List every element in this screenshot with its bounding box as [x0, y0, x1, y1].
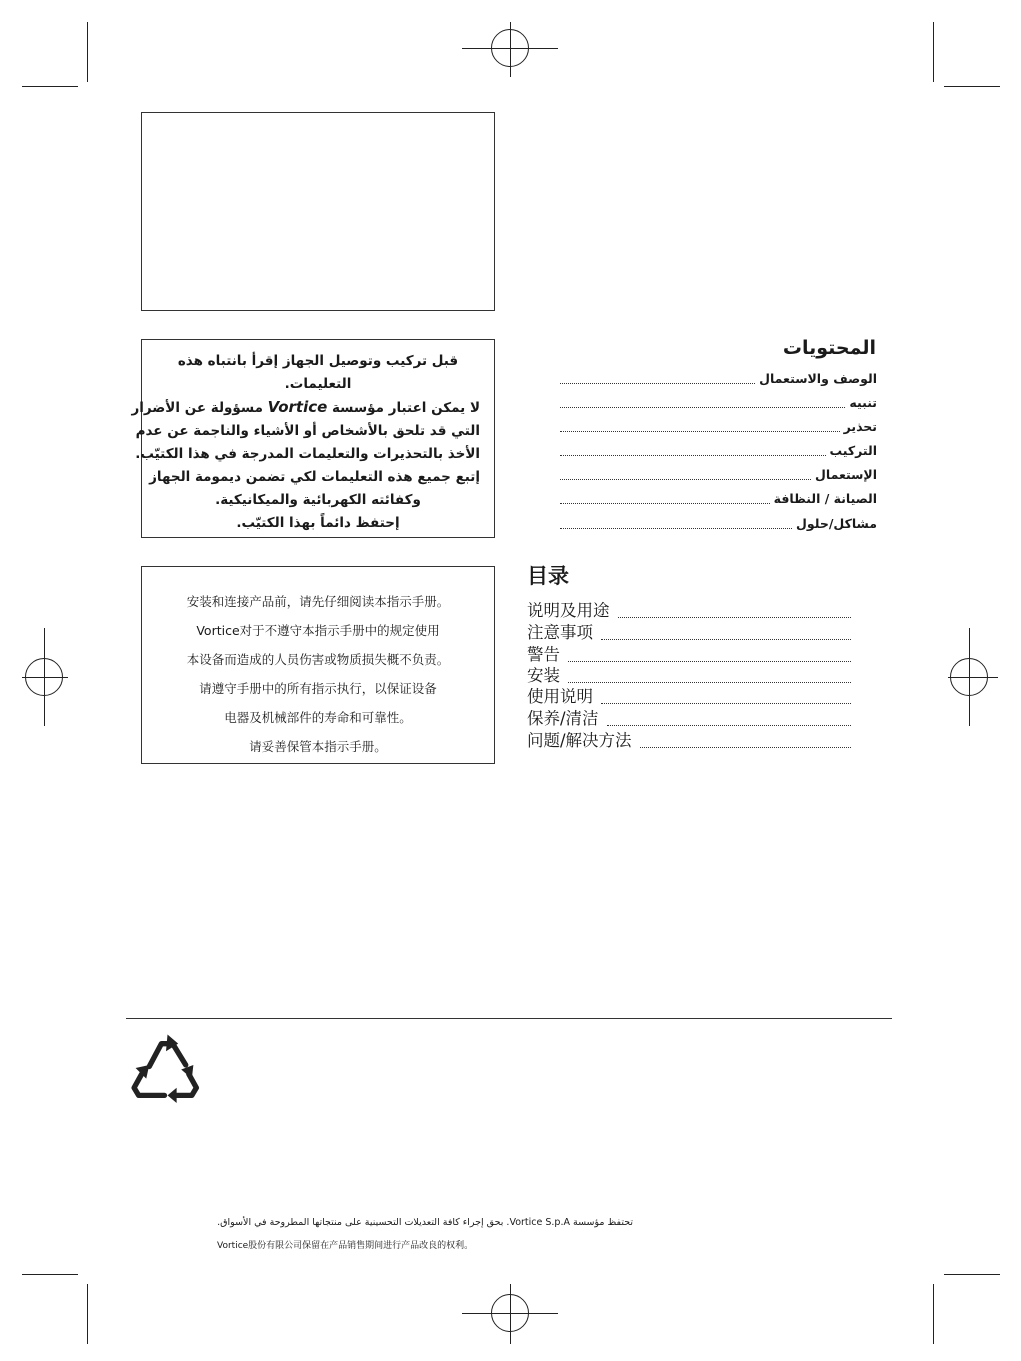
chinese-notice-box	[141, 566, 495, 764]
notice-line: 请妥善保管本指示手册。	[249, 739, 387, 754]
notice-line: التعليمات.	[284, 376, 352, 392]
toc-leader	[560, 407, 845, 408]
toc-entry	[527, 601, 851, 621]
toc-entry	[527, 666, 851, 686]
toc-leader	[560, 455, 826, 456]
toc-leader	[640, 747, 851, 748]
toc-entry	[560, 441, 877, 459]
notice-line: وكفائته الكهربائية والميكانيكية.	[215, 492, 421, 508]
notice-line-suffix: مسؤولة عن الأضرار	[131, 400, 263, 416]
toc-entry-label: 保养/清洁	[527, 709, 599, 728]
toc-title-chinese: 目录	[527, 564, 569, 588]
footer-disclaimer-chinese: Vortice股份有限公司保留在产品销售期间进行产品改良的权利。	[217, 1241, 474, 1251]
toc-entry-label: تحذير	[843, 419, 877, 434]
toc-entry	[560, 393, 877, 411]
toc-entry	[527, 709, 851, 729]
toc-entry	[560, 489, 877, 507]
crop-mark	[22, 86, 78, 87]
notice-line-prefix: لا يمكن اعتبار مؤسسة	[331, 400, 480, 416]
toc-leader	[601, 639, 851, 640]
notice-line	[131, 396, 480, 420]
toc-entry-label: الصيانة / النظافة	[773, 491, 877, 506]
separator-line	[126, 1018, 892, 1019]
notice-line: إحتفظ دائماً بهذا الكتيّب.	[236, 515, 400, 531]
toc-entry	[527, 687, 851, 707]
arabic-notice-box	[131, 339, 495, 538]
crop-mark	[933, 1284, 934, 1344]
crop-mark	[87, 22, 88, 82]
blank-box	[141, 112, 495, 311]
toc-entry	[527, 623, 851, 643]
toc-entry	[560, 369, 877, 387]
crop-mark	[944, 86, 1000, 87]
notice-line: إتبع جميع هذه التعليمات لكي تضمن ديمومة الجهاز	[149, 469, 480, 485]
toc-entry	[560, 417, 877, 435]
toc-entry-label: التركيب	[829, 443, 877, 458]
recycle-icon	[128, 1030, 204, 1106]
toc-entry-label: الإستعمال	[815, 467, 877, 482]
footer-disclaimer-arabic: تحتفظ مؤسسة Vortice S.p.A. بحق إجراء كافة التعديلات التحسينية على منتجاتها المطروحة في الأسواق.	[217, 1217, 633, 1228]
toc-leader	[618, 617, 852, 618]
toc-entry-label: 安装	[527, 666, 560, 685]
toc-entry-label: 使用说明	[527, 687, 593, 706]
notice-line: 请遵守手册中的所有指示执行，以保证设备	[199, 681, 437, 696]
toc-entry-label: تنبيه	[849, 395, 877, 410]
toc-entry-label: 注意事项	[527, 623, 593, 642]
notice-line: 电器及机械部件的寿命和可靠性。	[224, 710, 412, 725]
notice-line: Vortice对于不遵守本指示手册中的规定使用	[196, 623, 440, 638]
crop-mark	[22, 1274, 78, 1275]
toc-entry-label: 问题/解决方法	[527, 731, 632, 750]
toc-entry	[560, 465, 877, 483]
toc-entry-label: مشاكل/حلول	[796, 516, 877, 531]
toc-leader	[560, 503, 770, 504]
toc-leader	[560, 479, 811, 480]
toc-leader	[568, 682, 851, 683]
crop-mark	[933, 22, 934, 82]
toc-entry-label: 说明及用途	[527, 601, 610, 620]
brand-name: Vortice	[267, 398, 328, 416]
toc-leader	[601, 703, 851, 704]
toc-leader	[560, 431, 840, 432]
toc-leader	[560, 528, 792, 529]
notice-line: 安装和连接产品前，请先仔细阅读本指示手册。	[186, 594, 450, 609]
notice-line: الأخذ بالتحذيرات والتعليمات المدرجة في هذا الكتيّب.	[135, 446, 480, 462]
notice-line: التي قد تلحق بالأشخاص أو الأشياء والناجمة عن عدم	[135, 423, 480, 439]
toc-leader	[568, 661, 851, 662]
toc-leader	[607, 725, 851, 726]
toc-entry-label: الوصف والاستعمال	[759, 371, 877, 386]
toc-entry	[560, 514, 877, 532]
toc-entry-label: 警告	[527, 645, 560, 664]
crop-mark	[87, 1284, 88, 1344]
notice-line: قبل تركيب وتوصيل الجهاز إقرأ بانتباه هذه	[177, 353, 459, 369]
toc-title-arabic: المحتويات	[782, 337, 876, 359]
toc-entry	[527, 645, 851, 665]
notice-line: 本设备而造成的人员伤害或物质损失概不负责。	[186, 652, 450, 667]
crop-mark	[944, 1274, 1000, 1275]
toc-leader	[560, 383, 755, 384]
toc-entry	[527, 731, 851, 751]
